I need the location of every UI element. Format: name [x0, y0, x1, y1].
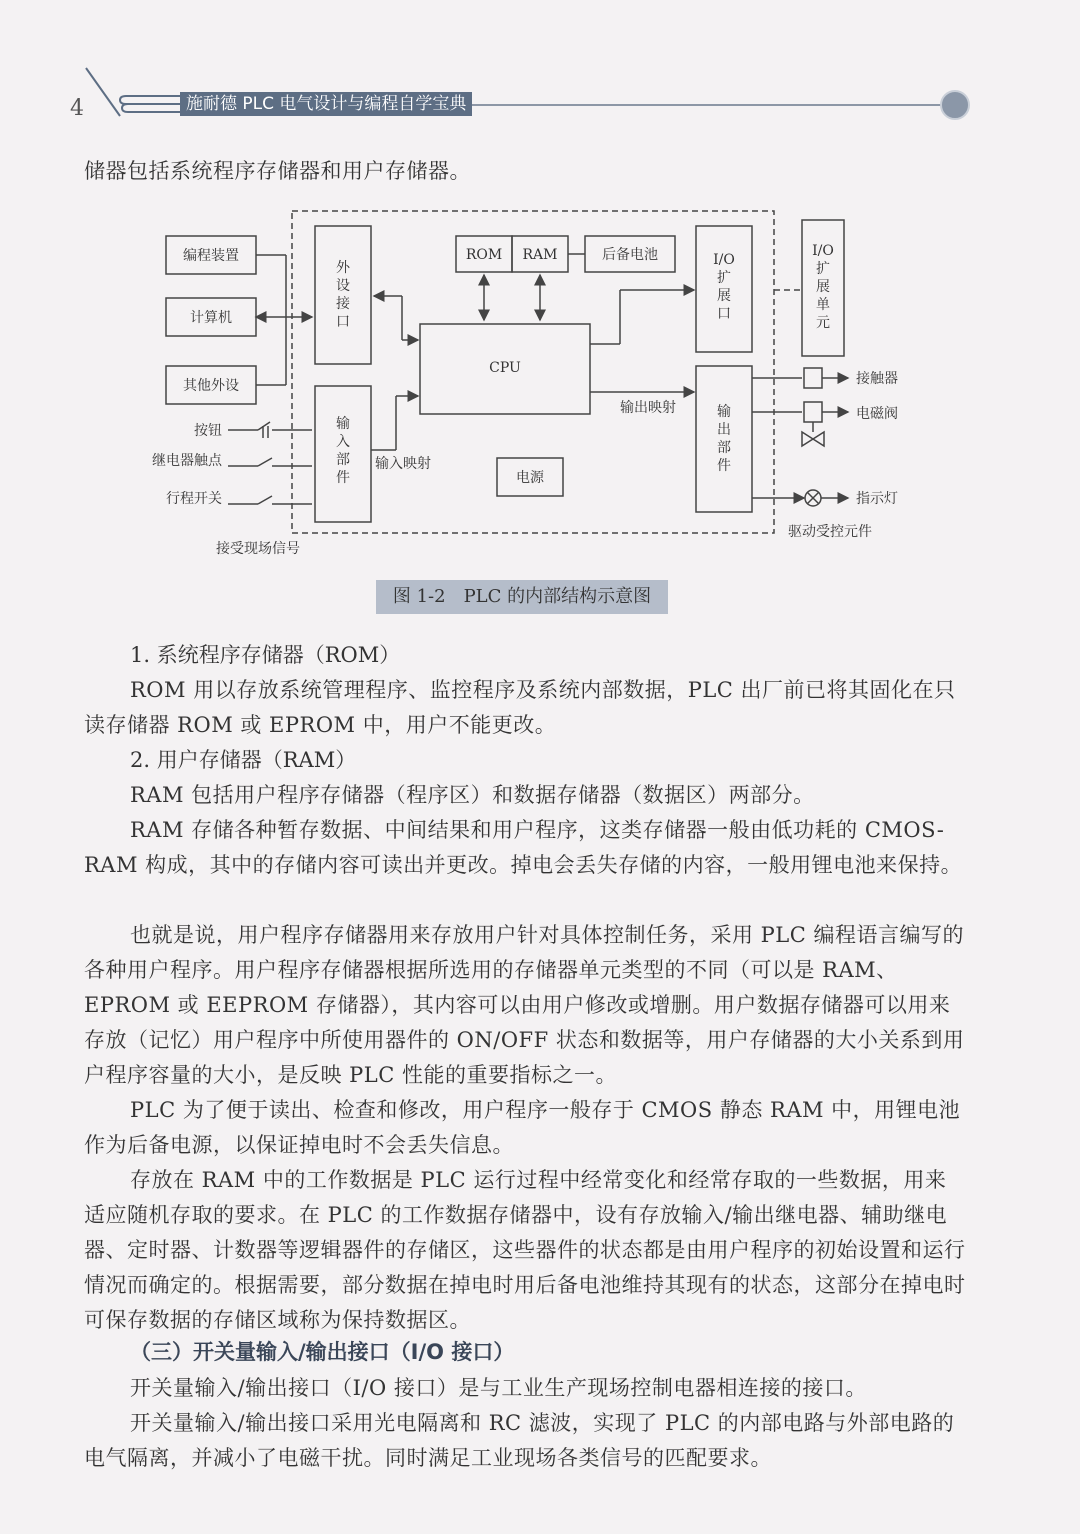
driven-label: 驱动受控元件 — [788, 524, 872, 540]
heading-ram: 2. 用户存储器（RAM） — [130, 748, 357, 772]
header-rule — [472, 104, 942, 106]
paragraph: RAM 存储各种暂存数据、中间结果和用户程序，这类存储器一般由低功耗的 CMOS-RAM 构成，其中的存储内容可读出并更改。掉电会丢失存储的内容，一般用锂电池来保持。 — [84, 818, 963, 877]
device-label: 其他外设 — [183, 378, 239, 394]
paragraph: 也就是说，用户程序存储器用来存放用户针对具体控制任务，采用 PLC 编程语言编写的各种用户程序。用户程序存储器根据所选用的存储器单元类型的不同（可以是 RAM、EPROM 或 EEPROM 存储器），其内容可以由用户修改或增删。用户数据存储器可以用来存放（记忆）用户程序中所使用器件的 ON/OFF 状态和数据等，用户存储器的大小关系到用户程序容量的大小，是反映 PLC 性能的重要指标之一。 — [84, 923, 965, 1087]
paragraph: PLC 为了便于读出、检查和修改，用户程序一般存于 CMOS 静态 RAM 中，用锂电池作为后备电源，以保证掉电时不会丢失信息。 — [84, 1098, 961, 1157]
header-ornament — [118, 94, 180, 114]
battery-label: 后备电池 — [602, 247, 658, 263]
paragraph: 开关量输入/输出接口采用光电隔离和 RC 滤波，实现了 PLC 的内部电路与外部电路的电气隔离，并减小了电磁干扰。同时满足工业现场各类信号的匹配要求。 — [84, 1411, 955, 1470]
paragraph: RAM 包括用户程序存储器（程序区）和数据存储器（数据区）两部分。 — [130, 783, 815, 807]
output-label: 电磁阀 — [856, 406, 898, 422]
ram-label: RAM — [522, 247, 558, 263]
field-signal-label: 接受现场信号 — [216, 541, 300, 557]
intro-line: 储器包括系统程序存储器和用户存储器。 — [84, 159, 471, 183]
input-signal-label: 按钮 — [194, 423, 222, 439]
figure-caption: 图 1-2 PLC 的内部结构示意图 — [376, 580, 668, 614]
header-circle-icon — [940, 90, 970, 120]
section-heading: （三）开关量输入/输出接口（I/O 接口） — [130, 1340, 515, 1364]
input-unit-label: 输入部件 — [336, 416, 350, 486]
heading-rom: 1. 系统程序存储器（ROM） — [130, 643, 401, 667]
input-signal-label: 行程开关 — [166, 491, 222, 507]
paragraph: 存放在 RAM 中的工作数据是 PLC 运行过程中经常变化和经常存取的一些数据，用来适应随机存取的要求。在 PLC 的工作数据存储器中，设有存放输入/输出继电器、辅助继电器、定时器、计数器等逻辑器件的存储区，这些器件的状态都是由用户程序的初始设置和运行情况而确定的。根据需要，部分数据在掉电时用后备电池维持其现有的状态，这部分在掉电时可保存数据的存储区域称为保持数据区。 — [84, 1168, 966, 1332]
cpu-label: CPU — [489, 360, 521, 376]
device-label: 计算机 — [190, 310, 232, 326]
input-mapping-label: 输入映射 — [375, 456, 431, 472]
output-label: 指示灯 — [856, 491, 898, 507]
output-mapping-label: 输出映射 — [620, 400, 676, 416]
page-number: 4 — [70, 96, 84, 121]
io-port-label: I/O 扩展口 — [713, 252, 735, 322]
peripheral-port-label: 外设接口 — [336, 260, 350, 330]
rom-label: ROM — [465, 247, 503, 263]
output-label: 接触器 — [856, 371, 898, 387]
header-line — [84, 66, 124, 118]
book-title: 施耐德 PLC 电气设计与编程自学宝典 — [180, 92, 472, 116]
paragraph: ROM 用以存放系统管理程序、监控程序及系统内部数据，PLC 出厂前已将其固化在只读存储器 ROM 或 EPROM 中，用户不能更改。 — [84, 678, 956, 737]
plc-structure-diagram — [0, 200, 1080, 570]
power-label: 电源 — [516, 470, 544, 486]
device-label: 编程装置 — [183, 248, 239, 264]
paragraph: 开关量输入/输出接口（I/O 接口）是与工业生产现场控制电器相连接的接口。 — [130, 1376, 867, 1400]
output-unit-label: 输出部件 — [717, 404, 731, 474]
input-signal-label: 继电器触点 — [152, 453, 222, 469]
io-unit-label: I/O 扩展单元 — [812, 243, 834, 331]
